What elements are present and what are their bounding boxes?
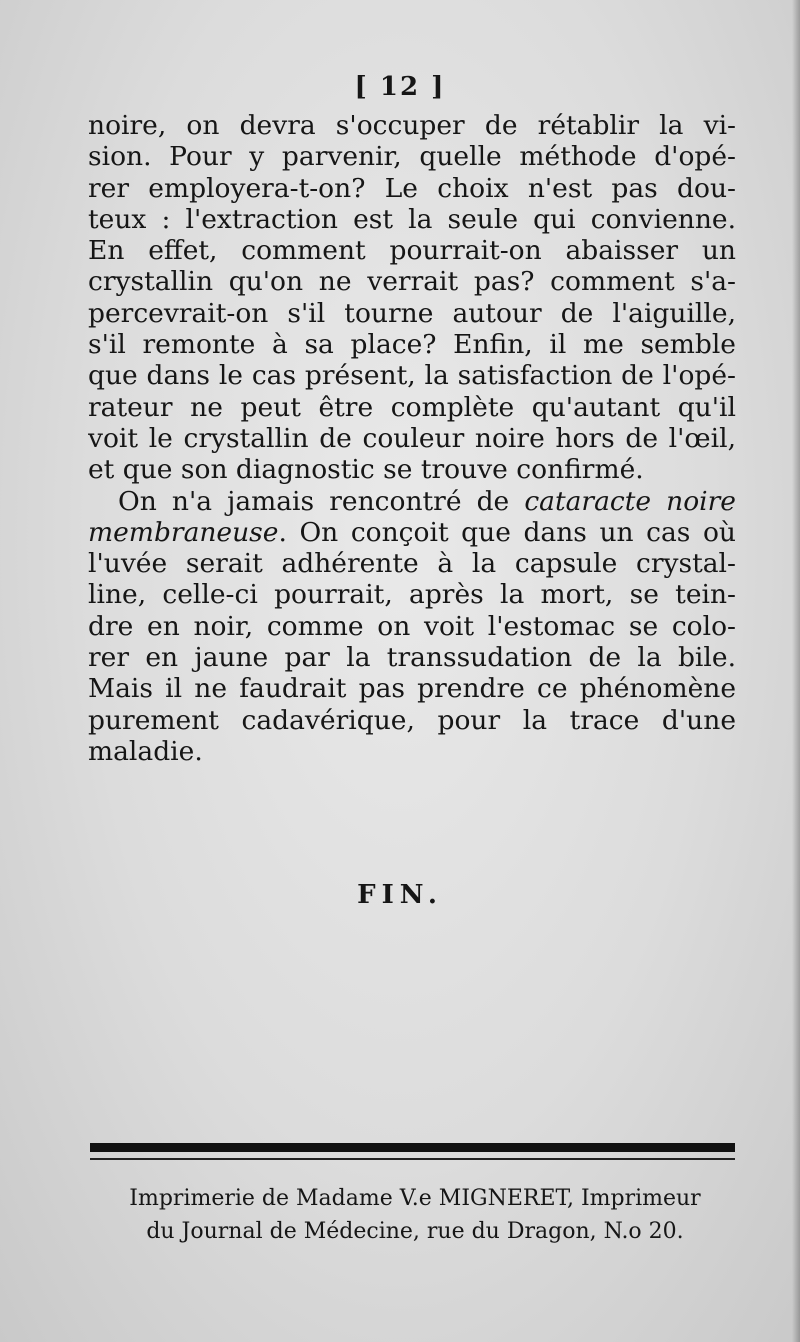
text-line: rer employera-t-on? Le choix n'est pas dou-	[88, 172, 736, 204]
page-number: [ 12 ]	[354, 72, 446, 102]
text-line: sion. Pour y parvenir, quelle méthode d'opé-	[88, 141, 736, 173]
printer-imprint	[85, 1182, 745, 1248]
text-line: teux : l'extraction est la seule qui convienne.	[88, 203, 736, 235]
text-line: l'uvée serait adhérente à la capsule crystal-	[88, 548, 736, 580]
text-line: purement cadavérique, pour la trace d'une	[88, 704, 736, 736]
main-text	[88, 110, 736, 767]
text-line: et que son diagnostic se trouve confirmé.	[88, 454, 644, 486]
text-line: Mais il ne faudrait pas prendre ce phénomène	[88, 673, 736, 705]
imprint-line: du Journal de Médecine, rue du Dragon, N.o 20.	[146, 1219, 684, 1244]
text-run: . On conçoit que dans un cas où	[278, 516, 736, 548]
thick-rule	[90, 1143, 735, 1152]
text-line: line, celle-ci pourrait, après la mort, se tein-	[88, 579, 736, 611]
text-line: crystallin qu'on ne verrait pas? comment s'a-	[88, 266, 736, 298]
paragraph-2-line-1	[88, 486, 736, 517]
text-line: dre en noir, comme on voit l'estomac se colo-	[88, 610, 736, 642]
text-line: maladie.	[88, 735, 203, 767]
text-line: rateur ne peut être complète qu'autant qu'il	[88, 391, 736, 423]
text-line: rer en jaune par la transsudation de la bile.	[88, 642, 736, 674]
italic-term: membraneuse	[88, 516, 279, 548]
italic-term: cataracte noire	[524, 485, 736, 517]
text-line: voit le crystallin de couleur noire hors de l'œil,	[88, 422, 736, 454]
paragraph-2-line-2	[88, 517, 736, 548]
thin-rule	[90, 1158, 735, 1160]
text-run: On n'a jamais rencontré de	[118, 485, 525, 517]
imprint-line: Imprimerie de Madame V.e MIGNERET, Imprimeur	[129, 1186, 701, 1211]
fin-heading: FIN.	[357, 880, 443, 910]
text-line: que dans le cas présent, la satisfaction de l'opé-	[88, 360, 736, 392]
page-edge-shadow	[792, 0, 800, 1342]
text-line: noire, on devra s'occuper de rétablir la vi-	[88, 110, 736, 141]
text-line: En effet, comment pourrait-on abaisser un	[88, 235, 736, 267]
text-line: percevrait-on s'il tourne autour de l'aiguille,	[88, 297, 736, 329]
text-line: s'il remonte à sa place? Enfin, il me semble	[88, 329, 736, 361]
